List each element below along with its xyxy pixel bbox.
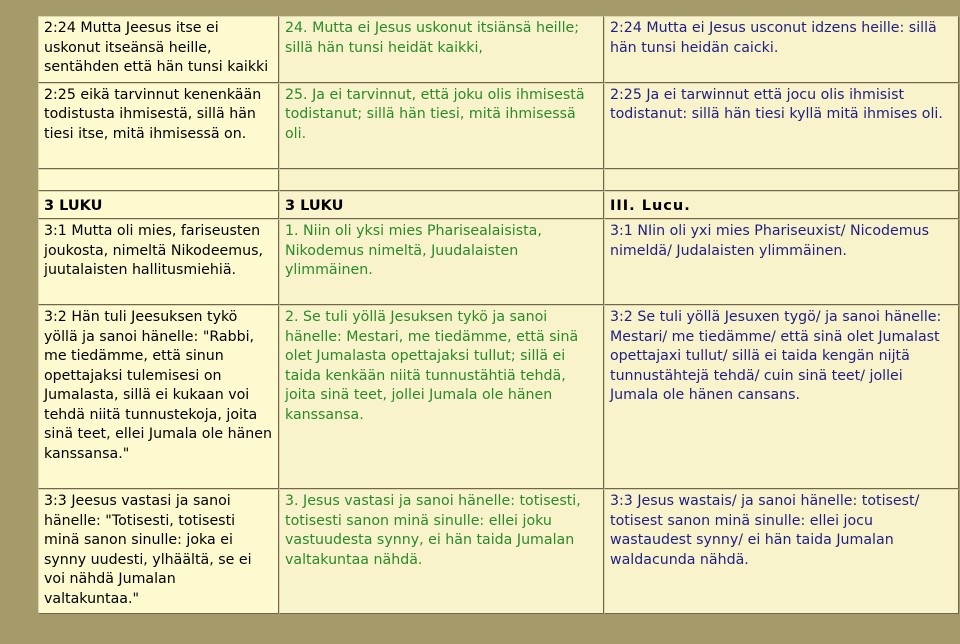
verse-cell-1642: 3:2 Se tuli yöllä Jesuxen tygö/ ja sanoi hänelle: Mestari/ me tiedämme/ että sinä olet Jumalast opettajaxi tullut/ sillä ei taida kengän nijtä tunnustähtejä tehdä/ cuin sinä teet/ jollei Jumala ole hänen cansans. xyxy=(604,305,959,489)
table-row xyxy=(38,489,959,614)
verse-cell-1642: 3:3 Jesus wastais/ ja sanoi hänelle: totisest/ totisest sanon minä sinulle: ellei jocu wastaudest synny/ ei hän taida Jumalan waldacunda nähdä. xyxy=(604,489,959,614)
chapter-heading-row xyxy=(38,191,959,220)
verse-cell-1776: 24. Mutta ei Jesus uskonut itsiänsä heille; sillä hän tunsi heidät kaikki, xyxy=(279,16,604,83)
verse-cell-1642: 2:25 Ja ei tarwinnut että jocu olis ihmisist todistanut: sillä hän tiesi kyllä mitä ihmises oli. xyxy=(604,83,959,169)
table-row xyxy=(38,16,959,83)
table-row xyxy=(38,83,959,169)
verse-cell-1642: 3:1 NIin oli yxi mies Phariseuxist/ Nicodemus nimeldä/ Judalaisten ylimmäinen. xyxy=(604,219,959,305)
verse-cell-modern: 3:2 Hän tuli Jeesuksen tykö yöllä ja sanoi hänelle: "Rabbi, me tiedämme, että sinun opettajaksi tulemisesi on Jumalasta, sillä ei kukaan voi tehdä niitä tunnustekoja, joita sinä teet, ellei Jumala ole hänen kanssansa." xyxy=(38,305,279,489)
verse-cell-1776: 1. Niin oli yksi mies Pharisealaisista, Nikodemus nimeltä, Juudalaisten ylimmäinen. xyxy=(279,219,604,305)
empty-cell xyxy=(38,169,279,191)
verse-cell-1776: 25. Ja ei tarvinnut, että joku olis ihmisestä todistanut; sillä hän tiesi, mitä ihmisessä oli. xyxy=(279,83,604,169)
verse-cell-1776: 3. Jesus vastasi ja sanoi hänelle: totisesti, totisesti sanon minä sinulle: ellei joku vastuudesta synny, ei hän taida Jumalan valtakuntaa nähdä. xyxy=(279,489,604,614)
verse-cell-1642: 2:24 Mutta ei Jesus usconut idzens heille: sillä hän tunsi heidän caicki. xyxy=(604,16,959,83)
verse-cell-modern: 3:1 Mutta oli mies, fariseusten joukosta, nimeltä Nikodeemus, juutalaisten hallitusmiehiä. xyxy=(38,219,279,305)
verse-cell-modern: 2:24 Mutta Jeesus itse ei uskonut itseänsä heille, sentähden että hän tunsi kaikki xyxy=(38,16,279,83)
empty-cell xyxy=(604,169,959,191)
verse-cell-modern: 2:25 eikä tarvinnut kenenkään todistusta ihmisestä, sillä hän tiesi itse, mitä ihmisessä on. xyxy=(38,83,279,169)
chapter-heading: 3 LUKU xyxy=(279,191,604,220)
separator-row xyxy=(38,169,959,191)
chapter-heading: 3 LUKU xyxy=(38,191,279,220)
table-row xyxy=(38,305,959,489)
chapter-heading: III. Lucu. xyxy=(604,191,959,220)
verse-cell-1776: 2. Se tuli yöllä Jesuksen tykö ja sanoi hänelle: Mestari, me tiedämme, että sinä olet Jumalasta opettajaksi tullut; sillä ei taida kenkään niitä tunnustähtiä tehdä, joita sinä teet, jollei Jumala ole hänen kanssansa. xyxy=(279,305,604,489)
empty-cell xyxy=(279,169,604,191)
verse-cell-modern: 3:3 Jeesus vastasi ja sanoi hänelle: "Totisesti, totisesti minä sanon sinulle: joka ei synny uudesti, ylhäältä, se ei voi nähdä Jumalan valtakuntaa." xyxy=(38,489,279,614)
table-row xyxy=(38,219,959,305)
parallel-translation-table xyxy=(38,16,959,614)
